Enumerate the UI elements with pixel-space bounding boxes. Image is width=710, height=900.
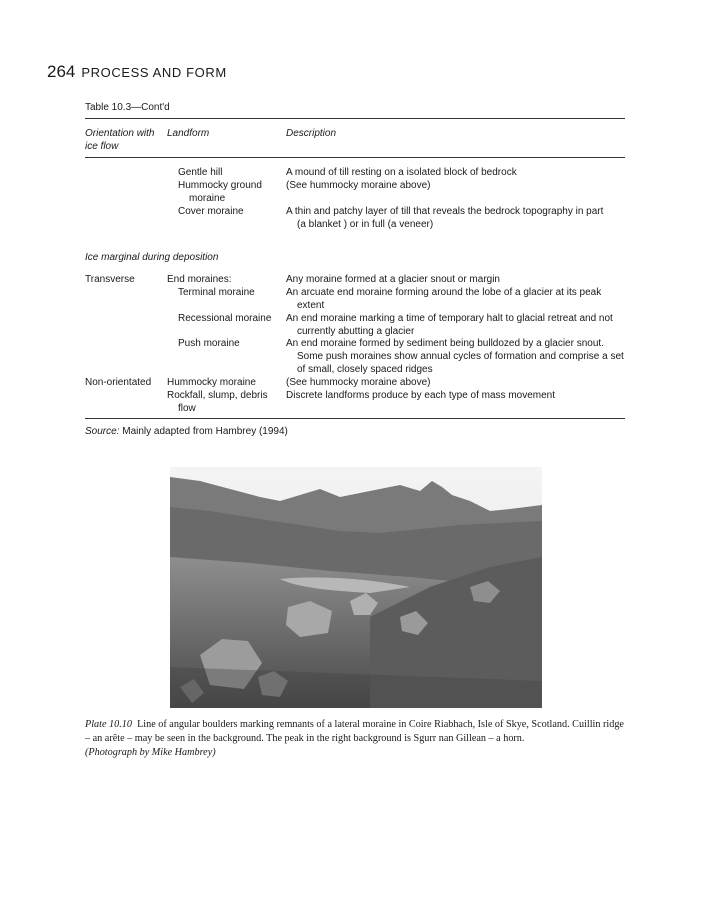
table-cell-orientation: Transverse (85, 274, 135, 285)
table-cell-description: An end moraine formed by sediment being bulldozed by a glacier snout. Some push moraines show annual cycles of formation and comprise a set of small, closely spaced ridges (286, 338, 624, 375)
table-top-rule (85, 118, 625, 119)
table-cell-landform: End moraines: (167, 274, 232, 285)
column-header-description: Description (286, 128, 337, 139)
table-cell-description: An end moraine marking a time of temporary halt to glacial retreat and not currently abutting a glacier (286, 313, 613, 337)
running-head: PROCESS AND FORM (81, 65, 227, 80)
table-cell-description: Discrete landforms produce by each type of mass movement (286, 390, 556, 401)
table-row: Hummocky ground moraine (178, 180, 262, 204)
table-cell-landform: Rockfall, slump, debris flow (167, 390, 268, 414)
column-header-landform: Landform (167, 128, 210, 139)
table-cell-landform: Terminal moraine (178, 287, 255, 298)
table-cell-landform: Hummocky moraine (167, 377, 256, 388)
table-caption: Table 10.3—Cont'd (85, 102, 170, 113)
table-cell-description: A mound of till resting on a isolated block of bedrock (286, 167, 517, 178)
moraine-landscape-photo (170, 467, 542, 708)
plate-caption (85, 718, 630, 760)
table-cell-landform: Recessional moraine (178, 313, 272, 324)
table-row: Cover moraine (178, 206, 244, 217)
table-cell-description: (See hummocky moraine above) (286, 180, 431, 191)
photo-credit: (Photograph by Mike Hambrey) (85, 747, 216, 758)
plate-caption-text: Line of angular boulders marking remnants of a lateral moraine in Coire Riabhach, Isle of Skye, Scotland. Cuillin ridge – an arête – may be seen in the background. The peak in the right background is Sgurr nan Gillean – a horn. (85, 719, 624, 744)
page-number: 264 (47, 62, 76, 81)
table-header-rule (85, 157, 625, 158)
column-header-orientation: Orientation with ice flow (85, 128, 155, 152)
table-cell-description: A thin and patchy layer of till that reveals the bedrock topography in part (a blanket ) or in full (a veneer) (286, 206, 604, 230)
section-title: Ice marginal during deposition (85, 252, 219, 263)
table-cell-orientation: Non-orientated (85, 377, 152, 388)
table-source: Source: Mainly adapted from Hambrey (1994) (85, 426, 288, 437)
table-cell-description: (See hummocky moraine above) (286, 377, 431, 388)
table-row: Gentle hill (178, 167, 223, 178)
table-bottom-rule (85, 418, 625, 419)
page-header (47, 62, 227, 82)
table-cell-landform: Push moraine (178, 338, 240, 349)
table-cell-description: An arcuate end moraine forming around the lobe of a glacier at its peak extent (286, 287, 602, 311)
plate-label: Plate 10.10 (85, 719, 132, 730)
table-cell-description: Any moraine formed at a glacier snout or margin (286, 274, 500, 285)
